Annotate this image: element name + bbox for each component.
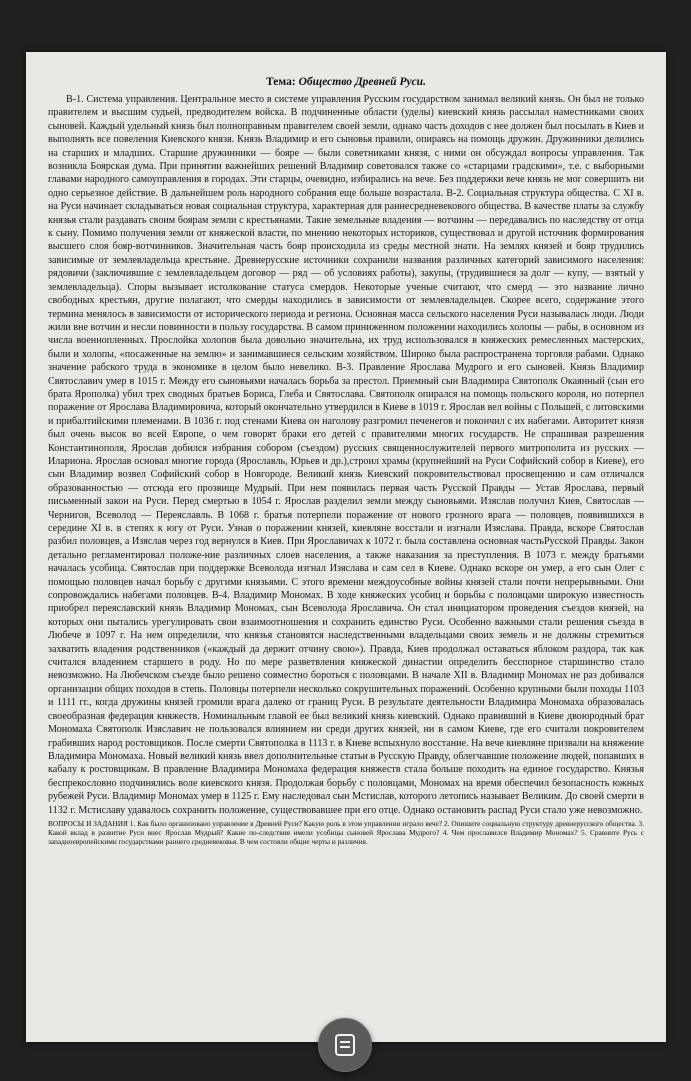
body-text xyxy=(48,93,644,817)
questions-block: ВОПРОСЫ И ЗАДАНИЯ 1. Как было организовано управление в Древней Руси? Какую роль в этом управлении играло вече? 2. Опишите социальную структуру древнерусского общества. 3. Какой вклад в развитие Руси внес Ярослав Мудрый? Какие по-следствия имели усобицы сыновей Ярослава Мудрого? 4. Чем прославился Владимир Мономах? 5. Сравните Русь с западноевропейскими государствами раннего средневековья. В чем состояли общие черты и различия. xyxy=(48,818,644,846)
main-paragraph: В-1. Система управления. Центральное место в системе управления Русским государством занимал великий князь. Он был не только правителем и высшим судьей, предводителем войска. В подчиненные области (уделы) киевский князь рассылал наместниками своих сыновей. Каждый удельный князь был полноправным правителем своей земли, однако часть доходов с нее должен был посылать в Киев и выполнять все повеления Киевского князя. Князь Владимир и его сыновья правили, опираясь на помощь дружин. Дружинники делились на старших и младших. Старшие дружинники — бояре — были советниками князя, с ними он обсуждал вопросы управления. Так возникла Боярская дума. При принятии важнейших решений Владимир советовался также со «старцами градскими», т.е. с выборными главами народного самоуправления в городах. Эти старцы, очевидно, избирались на вече. Без поддержки вече князь не мог совершить ни одно серьезное действие. В дальнейшем роль народного собрания еще больше возрастала. В-2. Социальная структура общества. С XI в. на Руси начинает складываться новая социальная структура, характерная для раннесредневекового общества. В качестве платы за службу князья стали раздавать своим боярам земли с крестьянами. Такие земельные владения — вотчины — передавались по наследству от отца к сыну. Помимо получения земли от княжеской власти, по мнению некоторых историков, существовал и другой источник формирования высшего слоя бояр-вотчинников. Значительная часть бояр происходила из среды местной знати. На землях князей и бояр трудились зависимые от землевладельца крестьяне. Древнерусские источники сохранили названия различных категорий зависимого населения: рядовичи (заключившие с землевладельцем договор — ряд — об условиях работы), закупы, (трудившиеся за долг — купу, — взятый у землевладельца). Споры вызывает истолкование статуса смердов. Некоторые ученые считают, что смерд — это название лично свободных крестьян, другие полагают, что смерды находились в зависимости от землевладельцев. Скорее всего, содержание этого термина менялось в зависимости от исторического периода и региона. Основная масса сельского населения Руси называлась люди. Люди жили вне вотчин и несли повинности в пользу государства. В самом приниженном положении находились холопы — рабы, в основном из числа военнопленных. Прослойка холопов была довольно значительна, их труд использовался в княжеских ремесленных мастерских, были и холопы, «посаженные на землю» и занимавшиеся сельским хозяйством. Широко была распространена торговля рабами. Однако значение рабского труда в экономике в целом было невелико. В-3. Правление Ярослава Мудрого и его сыновей. Князь Владимир Святославич умер в 1015 г. Между его сыновьями началась борьба за престол. Приемный сын Владимира Святополк Окаянный (сын его брата Ярополка) убил трех сводных братьев Бориса, Глеба и Святослава. Святополк опирался на помощь польского короля, но потерпел поражение от Ярослава Владимировича, который окончательно утвердился в Киеве в 1019 г. Ярослав вел войны с Польшей, с литовскими и прибалтийскими племенами. В 1036 г. под стенами Киева он наголову разгромил печенегов и покончил с их набегами. Авторитет князя был очень высок во всей Европе, о чем говорят браки его детей с правителями многих государств. Не спрашивая разрешения Константинополя, Ярослав добился избрания собором (съездом) русских священнослужителей первого митрополита из русских — Илариона. Ярослав основал многие города (Ярославль, Юрьев и др.),строил храмы (крупнейший на Руси Софийский собор в Киеве), его сын Владимир возвел Софийский собор в Новгороде. Великий князь Киевский покровительствовал просвещению и сам отличался образованностью — отсюда его прозвище Мудрый. При нем появилась первая часть Русской Правды — Устав Ярослава, первый письменный закон на Руси. Перед смертью в 1054 г. Ярослав разделил земли между сыновьями. Изяслав получил Киев, Святослав — Чернигов, Всеволод — Переяславль. В 1068 г. братья потерпели поражение от нового грозного врага — половцев, появившихся в середине XI в. в степях к югу от Руси. Узнав о поражении князей, киевляне восстали и изгнали Изяслава. Правда, вскоре Святослав разбил половцев, а Изяслав через год вернулся в Киев. При Ярославичах к 1072 г. была составлена основная частьРусской Правды. Закон детально регламентировал положе-ние различных слоев населения, а также наказания за преступления. В 1073 г. между братьями началась усобица. Святослав при поддержке Всеволода изгнал Изяслава и сам сел в Киеве. Однако вскоре он умер, а его сын Олег с помощью половцев начал борьбу с другими князьями. С этого времени междоусобные войны князей стали почти непрерывными. Они сопровождались набегами половцев. В-4. Владимир Мономах. В ходе княжеских усобиц и борьбы с половцами широкую известность приобрел переяславский князь Владимир Мономах, сын Всеволода Ярославича. Он стал инициатором проведения съездов князей, на которых они пытались урегулировать свои взаимоотношения и сохранить единство Руси. Особенно важными стали решения съезда в Любече в 1097 г. На нем определили, что князья становятся наследственными владельцами своих земель и не должны стремиться захватить владения родственников («каждый да держит отчину свою»). Правда, Киев продолжал оставаться яблоком раздора, так как считался владением старшего в роду. Но по мере разветвления княжеской династии определить бесспорное старшинство стало невозможно. На Любечском съезде было решено совместно бороться с половцами. В начале XII в. Владимир Мономах не раз добивался организации общих походов в степь. Половцы потерпели несколько сокрушительных поражений. Особенно крупными были походы 1103 и 1111 гг., когда дружины князей громили врага далеко от границ Руси. В результате деятельности Владимира Мономаха образовалась своеобразная федерация княжеств. Номинальным главой ее был великий князь киевский. Однако правивший в Киеве двоюродный брат Мономаха Святополк Изяславич не пользовался влиянием ни среди других князей, ни в самом Киеве, где его считали покровителем грабивших народ ростовщиков. После смерти Святополка в 1113 г. в Киеве вспыхнуло восстание. На вече киевляне призвали на княжение Владимира Мономаха. Новый великий князь ввел дополнительные статьи в Русскую Правду, облегчавшие положение людей, попавших в кабалу к ростовщикам. В правление Владимира Мономаха федерация княжеств стала больше походить на единое государство. Князья беспрекословно подчинялись воле киевского князя. Продолжая борьбу с половцами, Мономах на время обеспечил безопасность южных рубежей Руси. Владимир Мономах умер в 1125 г. Ему наследовал сын Мстислав, которого летопись называет Великим. До своей смерти в 1132 г. Мстиславу удавалось сохранить положение, существовавшее при его отце. Однако остановить распад Руси стало уже невозможно. xyxy=(48,94,644,816)
document-page xyxy=(26,52,666,1042)
document-action-button[interactable] xyxy=(318,1018,372,1072)
page-title xyxy=(26,76,666,88)
document-lines-icon xyxy=(332,1032,358,1058)
title-lead: Тема: xyxy=(266,76,296,88)
title-subject: Общество Древней Руси. xyxy=(298,76,426,88)
